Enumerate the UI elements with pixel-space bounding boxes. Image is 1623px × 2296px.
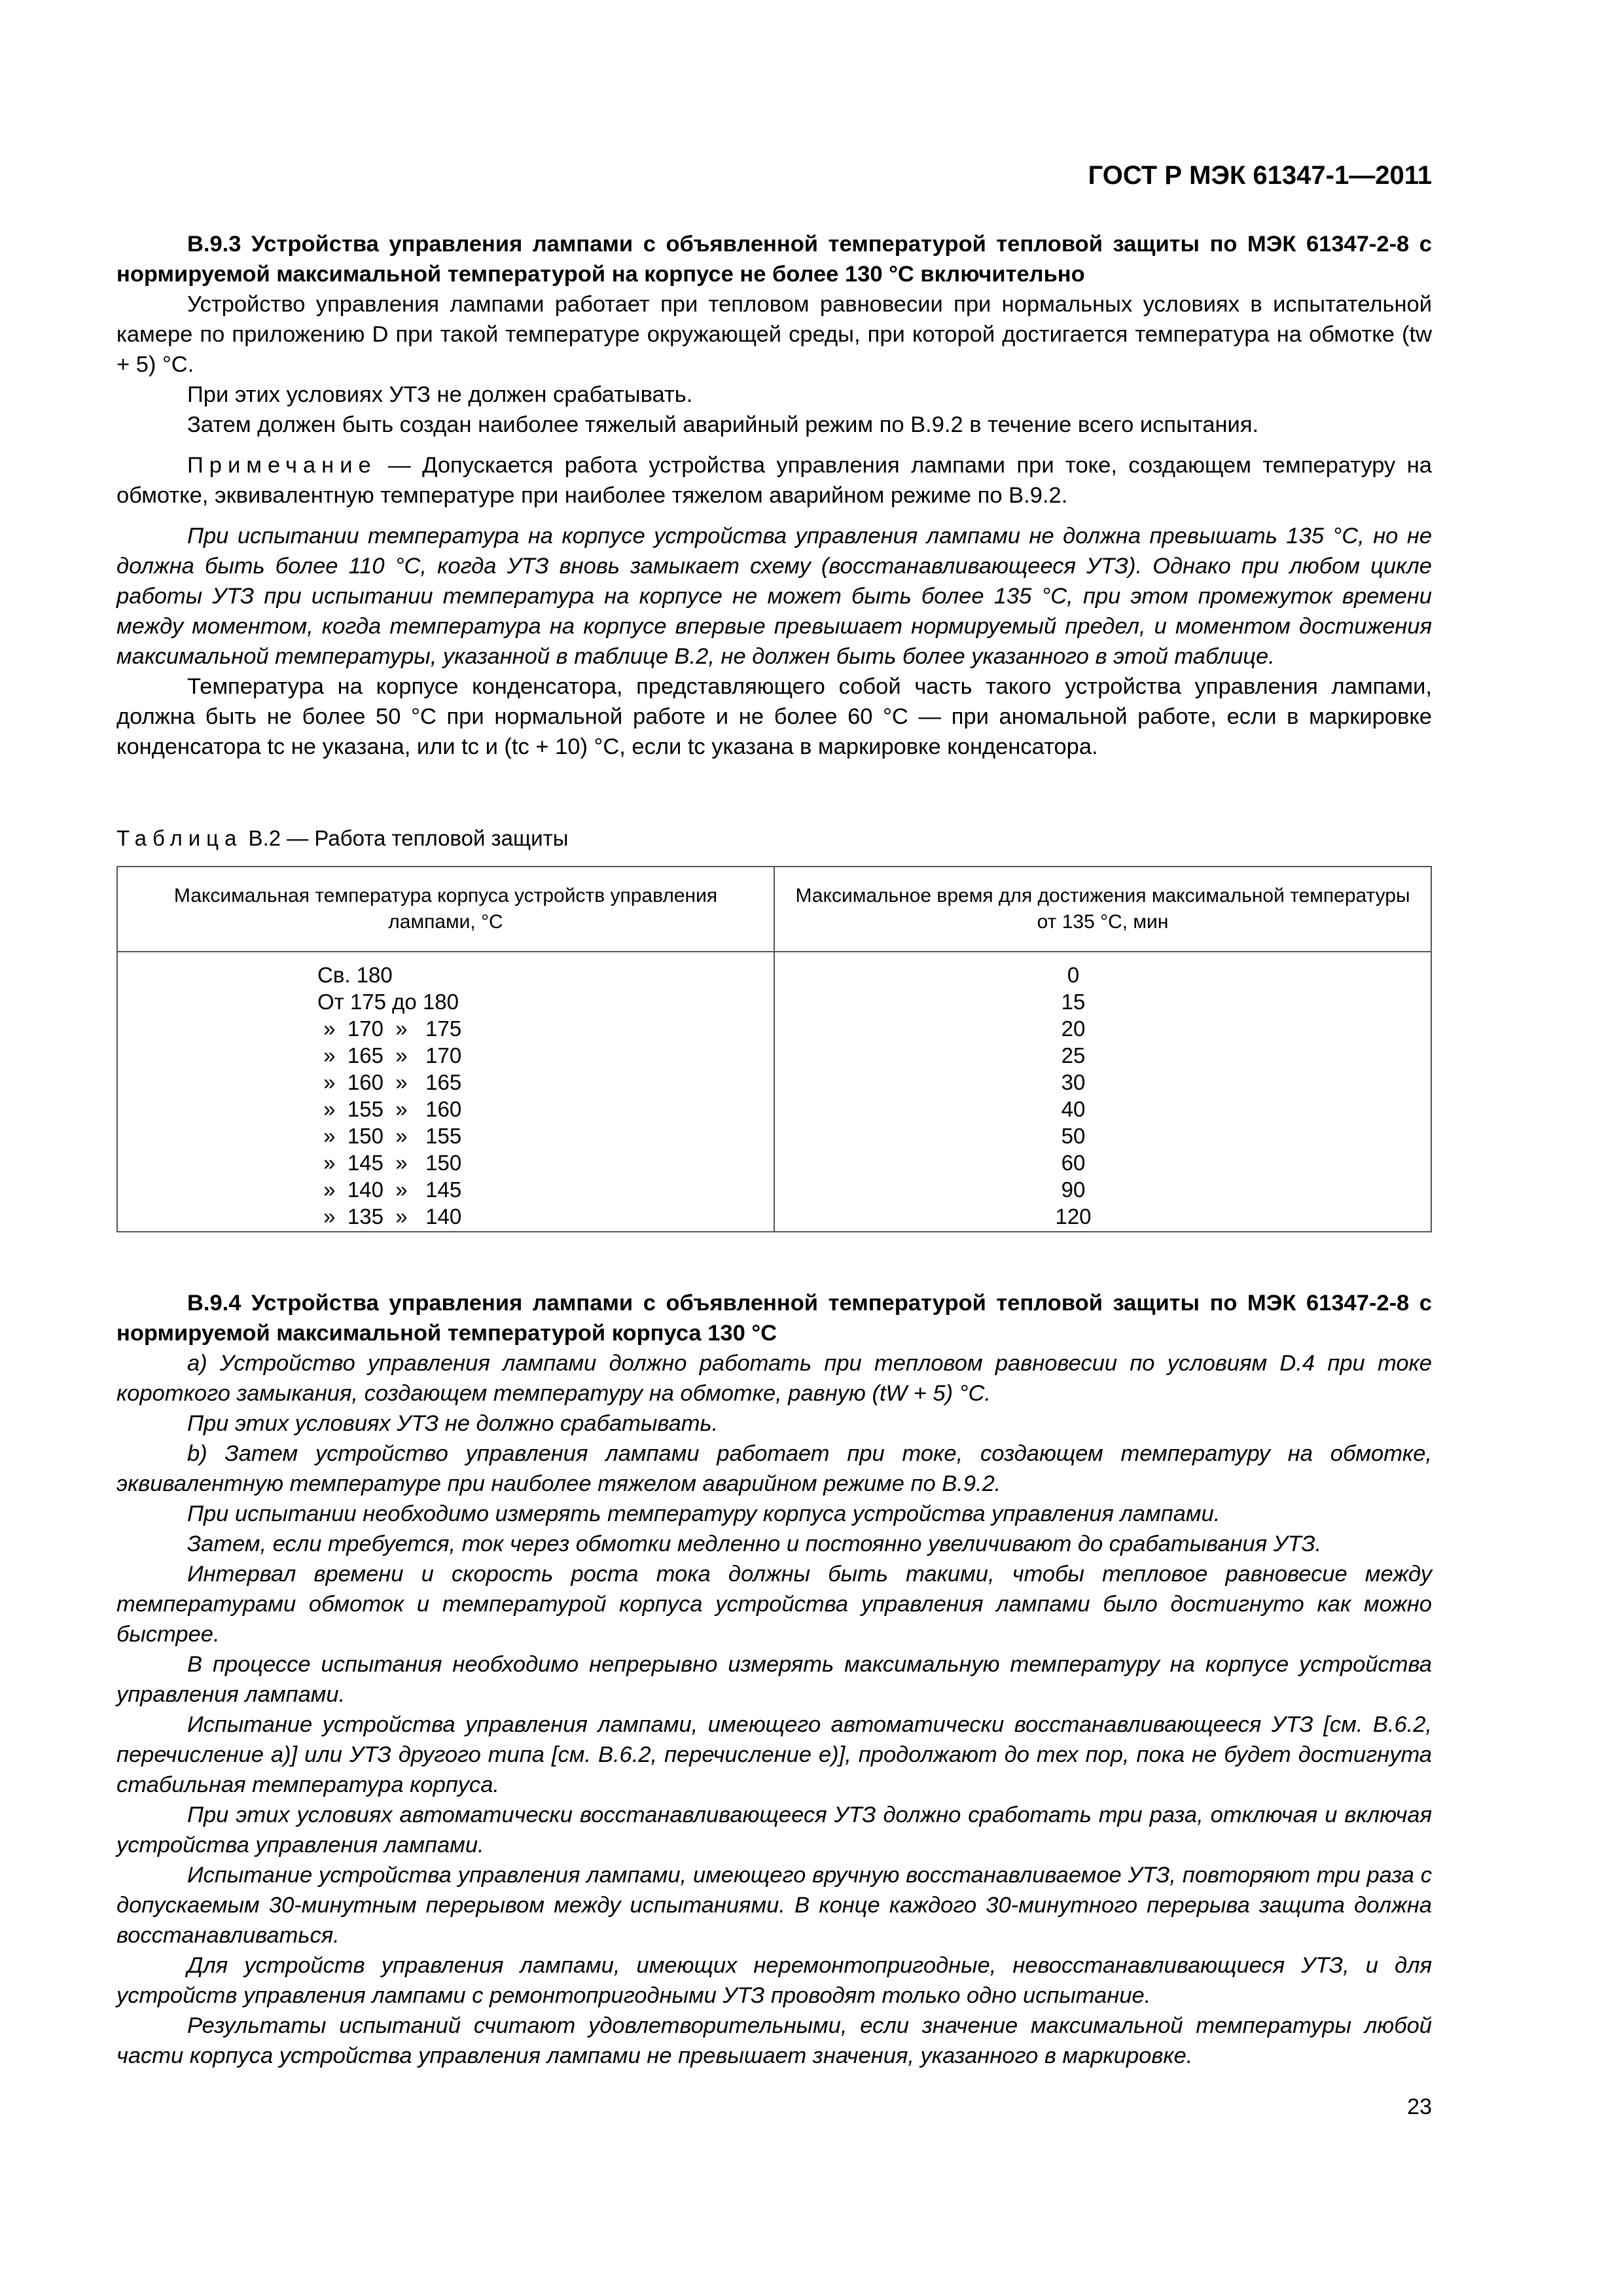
paragraph: Интервал времени и скорость роста тока должны быть такими, чтобы тепловое равновесие между температурами обмоток и температурой корпуса устройства управления лампами было достигнуто как можно быстрее. [116, 1562, 1432, 1647]
time-value: 15 [774, 988, 1431, 1015]
table-row [117, 1203, 1431, 1232]
time-value: 30 [774, 1069, 1431, 1096]
paragraph: При этих условиях автоматически восстанавливающееся УТЗ должно сработать три раза, отключая и включая устройства управления лампами. [116, 1803, 1432, 1857]
column-header-temperature: Максимальная температура корпуса устройств управления лампами, °С [117, 867, 774, 952]
paragraph: Для устройств управления лампами, имеющих неремонтопригодные, невосстанавливающиеся УТЗ, и для устройств управления лампами с ремонтопригодными УТЗ проводят только одно испытание. [116, 1953, 1432, 2008]
temperature-range: » 155 » 160 [117, 1096, 774, 1122]
table-caption-text: В.2 — Работа тепловой защиты [242, 826, 569, 850]
temperature-range: Св. 180 [117, 952, 774, 988]
temperature-range: » 135 » 140 [117, 1203, 774, 1232]
page-number: 23 [1407, 2094, 1432, 2119]
temperature-range: От 175 до 180 [117, 988, 774, 1015]
section-heading: В.9.4 Устройства управления лампами с объявленной температурой тепловой защиты по МЭК 61347-2-8 с нормируемой максимальной температурой корпуса 130 °С [116, 1291, 1432, 1346]
table-row [117, 1069, 1431, 1096]
time-value: 90 [774, 1176, 1431, 1203]
note-label: Примечание [187, 453, 377, 478]
column-header-time: Максимальное время для достижения максимальной температуры от 135 °С, мин [774, 867, 1431, 952]
paragraph: В процессе испытания необходимо непрерывно измерять максимальную температуру на корпусе устройства управления лампами. [116, 1652, 1432, 1707]
paragraph: При этих условиях УТЗ не должен срабатывать. [187, 382, 693, 407]
table-caption-label: Таблица [116, 826, 243, 850]
paragraph: При испытании необходимо измерять температуру корпуса устройства управления лампами. [187, 1501, 1221, 1526]
standard-designation: ГОСТ Р МЭК 61347-1—2011 [1088, 161, 1432, 190]
temperature-range: » 145 » 150 [117, 1149, 774, 1176]
time-value: 50 [774, 1122, 1431, 1149]
section-b93 [116, 229, 1432, 762]
table-row [117, 1149, 1431, 1176]
paragraph: Испытание устройства управления лампами, имеющего автоматически восстанавливающееся УТЗ [см. В.6.2, перечисление а)] или УТЗ другого типа [см. В.6.2, перечисление е)], продолжают до тех пор, пока не будет достигнута стабильная температура корпуса. [116, 1712, 1432, 1797]
temperature-range: » 165 » 170 [117, 1042, 774, 1069]
paragraph: Устройство управления лампами работает при тепловом равновесии при нормальных условиях в испытательной камере по приложению D при такой температуре окружающей среды, при которой достигается температура на обмотке (tw + 5) °С. [116, 292, 1432, 377]
time-value: 20 [774, 1015, 1431, 1042]
table-caption [116, 826, 568, 851]
paragraph: Затем, если требуется, ток через обмотки медленно и постоянно увеличивают до срабатывания УТЗ. [187, 1532, 1322, 1556]
table-row [117, 1096, 1431, 1122]
paragraph: Температура на корпусе конденсатора, представляющего собой часть такого устройства управления лампами, должна быть не более 50 °С при нормальной работе и не более 60 °С — при аномальной работе, если в маркировке конденсатора tc не указана, или tc и (tc + 10) °С, если tc указана в маркировке конденсатора. [116, 674, 1432, 759]
note-text: — Допускается работа устройства управления лампами при токе, создающем температуру на обмотке, эквивалентную температуре при наиболее тяжелом аварийном режиме по В.9.2. [116, 453, 1432, 508]
table-row [117, 1042, 1431, 1069]
paragraph: а) Устройство управления лампами должно работать при тепловом равновесии по условиям D.4 при токе короткого замыкания, создающем температуру на обмотке, равную (tW + 5) °С. [116, 1351, 1432, 1406]
paragraph: При этих условиях УТЗ не должно срабатывать. [187, 1411, 719, 1436]
paragraph: При испытании температура на корпусе устройства управления лампами не должна превышать 135 °С, но не должна быть более 110 °С, когда УТЗ вновь замыкает схему (восстанавливающееся УТЗ). Однако при любом цикле работы УТЗ при испытании температура на корпусе не может быть более 135 °С, при этом промежуток времени между моментом, когда температура на корпусе впервые превышает нормируемый предел, и моментом достижения максимальной температуры, указанной в таблице В.2, не должен быть более указанного в этой таблице. [116, 524, 1432, 669]
table-row [117, 1122, 1431, 1149]
time-value: 25 [774, 1042, 1431, 1069]
table-row [117, 1015, 1431, 1042]
time-value: 60 [774, 1149, 1431, 1176]
temperature-range: » 160 » 165 [117, 1069, 774, 1096]
table-row [117, 988, 1431, 1015]
time-value: 120 [774, 1203, 1431, 1232]
paragraph: Результаты испытаний считают удовлетворительными, если значение максимальной температуры любой части корпуса устройства управления лампами не превышает значения, указанного в маркировке. [116, 2013, 1432, 2068]
temperature-range: » 170 » 175 [117, 1015, 774, 1042]
time-value: 0 [774, 952, 1431, 988]
section-heading: В.9.3 Устройства управления лампами с объявленной температурой тепловой защиты по МЭК 61347-2-8 с нормируемой максимальной температурой на корпусе не более 130 °С включительно [116, 232, 1432, 287]
paragraph: Затем должен быть создан наиболее тяжелый аварийный режим по В.9.2 в течение всего испытания. [187, 412, 1259, 437]
table-row [117, 1176, 1431, 1203]
paragraph: Испытание устройства управления лампами, имеющего вручную восстанавливаемое УТЗ, повторяют три раза с допускаемым 30-минутным перерывом между испытаниями. В конце каждого 30-минутного перерыва защита должна восстанавливаться. [116, 1863, 1432, 1948]
temperature-range: » 150 » 155 [117, 1122, 774, 1149]
temperature-range: » 140 » 145 [117, 1176, 774, 1203]
time-value: 40 [774, 1096, 1431, 1122]
thermal-protection-table [116, 866, 1432, 1232]
section-b94 [116, 1288, 1432, 2071]
note [116, 450, 1432, 511]
paragraph: b) Затем устройство управления лампами работает при токе, создающем температуру на обмотке, эквивалентную температуре при наиболее тяжелом аварийном режиме по В.9.2. [116, 1441, 1432, 1496]
table-row [117, 952, 1431, 988]
